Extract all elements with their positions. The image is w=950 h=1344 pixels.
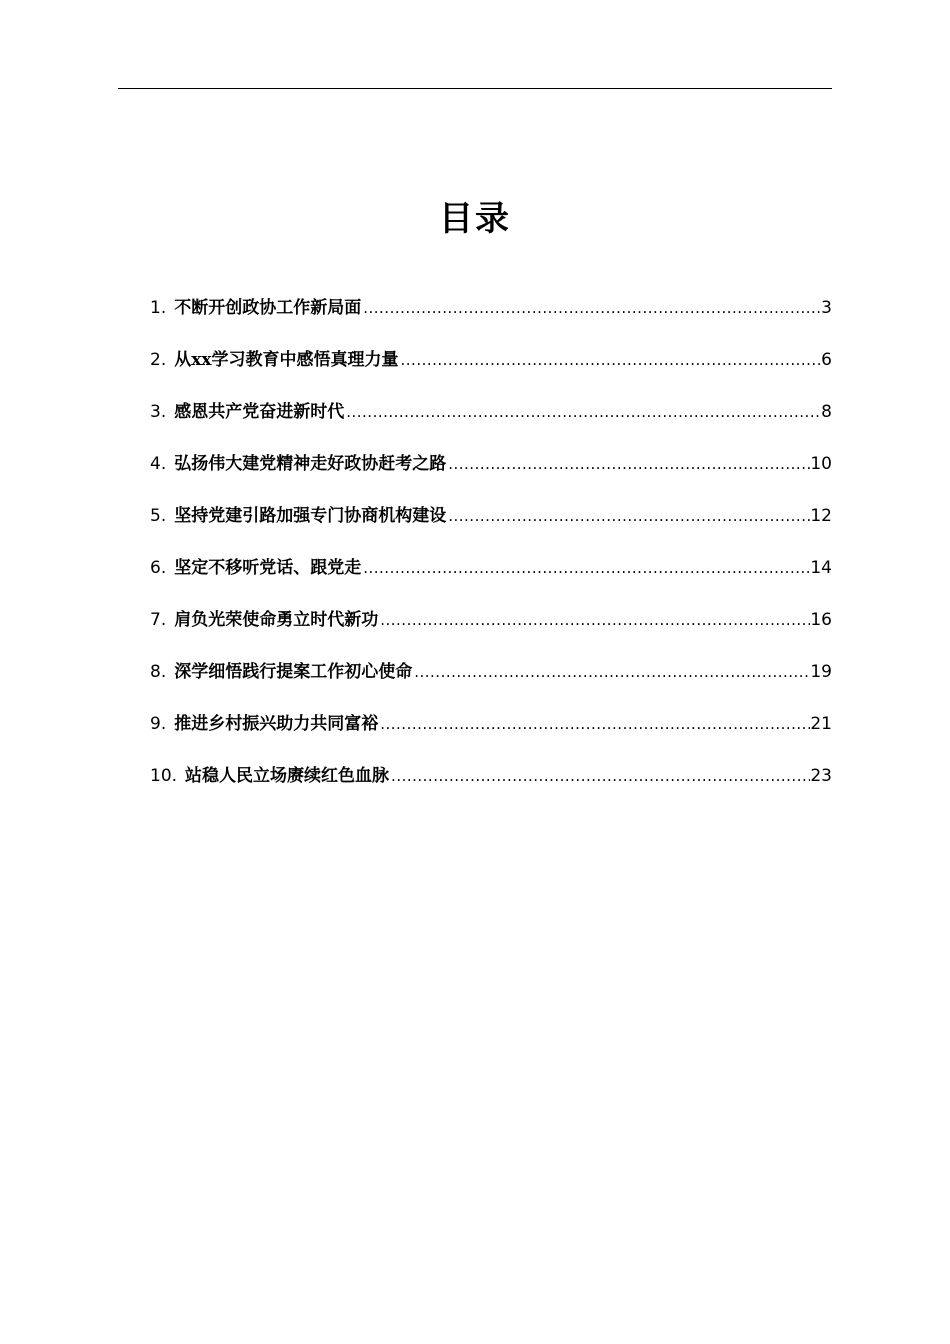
toc-entry-page[interactable]: 8 [821, 402, 832, 422]
toc-entry[interactable] [150, 450, 832, 502]
toc-entry-title[interactable]: 感恩共产党奋进新时代 [174, 402, 345, 422]
toc-entry-number: 3. [150, 402, 167, 422]
toc-entry-number: 6. [150, 558, 167, 578]
toc-entry-number: 4. [150, 454, 167, 474]
toc-entry-title[interactable]: 推进乡村振兴助力共同富裕 [174, 714, 379, 734]
toc-entry-number: 8. [150, 662, 167, 682]
toc-leader-dots [412, 658, 810, 686]
toc-entry-page[interactable]: 19 [810, 662, 832, 682]
toc-entry[interactable] [150, 554, 832, 606]
toc-entry-title[interactable]: 不断开创政协工作新局面 [174, 298, 362, 318]
toc-entry-number: 1. [150, 298, 167, 318]
toc-entry[interactable] [150, 658, 832, 710]
toc-leader-dots [361, 294, 821, 322]
toc-entry[interactable] [150, 346, 832, 398]
toc-entry-title[interactable]: 坚持党建引路加强专门协商机构建设 [174, 506, 447, 526]
toc-leader-dots [389, 762, 810, 790]
header-rule [118, 88, 832, 89]
toc-entry-title[interactable]: 坚定不移听党话、跟党走 [174, 558, 362, 578]
toc-entry-number: 5. [150, 506, 167, 526]
toc-entry-title[interactable]: 站稳人民立场赓续红色血脉 [185, 766, 390, 786]
toc-entry-page[interactable]: 23 [810, 766, 832, 786]
toc-entry-title[interactable]: 弘扬伟大建党精神走好政协赶考之路 [174, 454, 447, 474]
toc-title: 目录 [439, 199, 511, 239]
toc-leader-dots [446, 450, 810, 478]
toc-entry-page[interactable]: 16 [810, 610, 832, 630]
toc-entry-number: 2. [150, 350, 167, 370]
toc-entry[interactable] [150, 502, 832, 554]
toc-entry-page[interactable]: 10 [810, 454, 832, 474]
toc-entry-page[interactable]: 3 [821, 298, 832, 318]
toc-leader-dots [399, 346, 822, 374]
toc-entry[interactable] [150, 710, 832, 762]
toc-leader-dots [446, 502, 810, 530]
toc-entry[interactable] [150, 762, 832, 814]
toc-entry-page[interactable]: 14 [810, 558, 832, 578]
toc-entry-page[interactable]: 6 [821, 350, 832, 370]
toc-entry-page[interactable]: 21 [810, 714, 832, 734]
toc-entry-number: 7. [150, 610, 167, 630]
toc-leader-dots [344, 398, 821, 426]
toc-leader-dots [378, 606, 810, 634]
toc-entry-title[interactable]: 深学细悟践行提案工作初心使命 [174, 662, 413, 682]
toc-entry-title[interactable]: 肩负光荣使命勇立时代新功 [174, 610, 379, 630]
toc-entry-page[interactable]: 12 [810, 506, 832, 526]
toc-list [150, 294, 832, 814]
toc-leader-dots [378, 710, 810, 738]
toc-entry-number: 9. [150, 714, 167, 734]
toc-entry-number: 10. [150, 766, 178, 786]
toc-entry[interactable] [150, 398, 832, 450]
toc-entry[interactable] [150, 606, 832, 658]
toc-entry[interactable] [150, 294, 832, 346]
toc-leader-dots [361, 554, 810, 582]
toc-entry-title[interactable]: 从xx学习教育中感悟真理力量 [174, 350, 399, 370]
